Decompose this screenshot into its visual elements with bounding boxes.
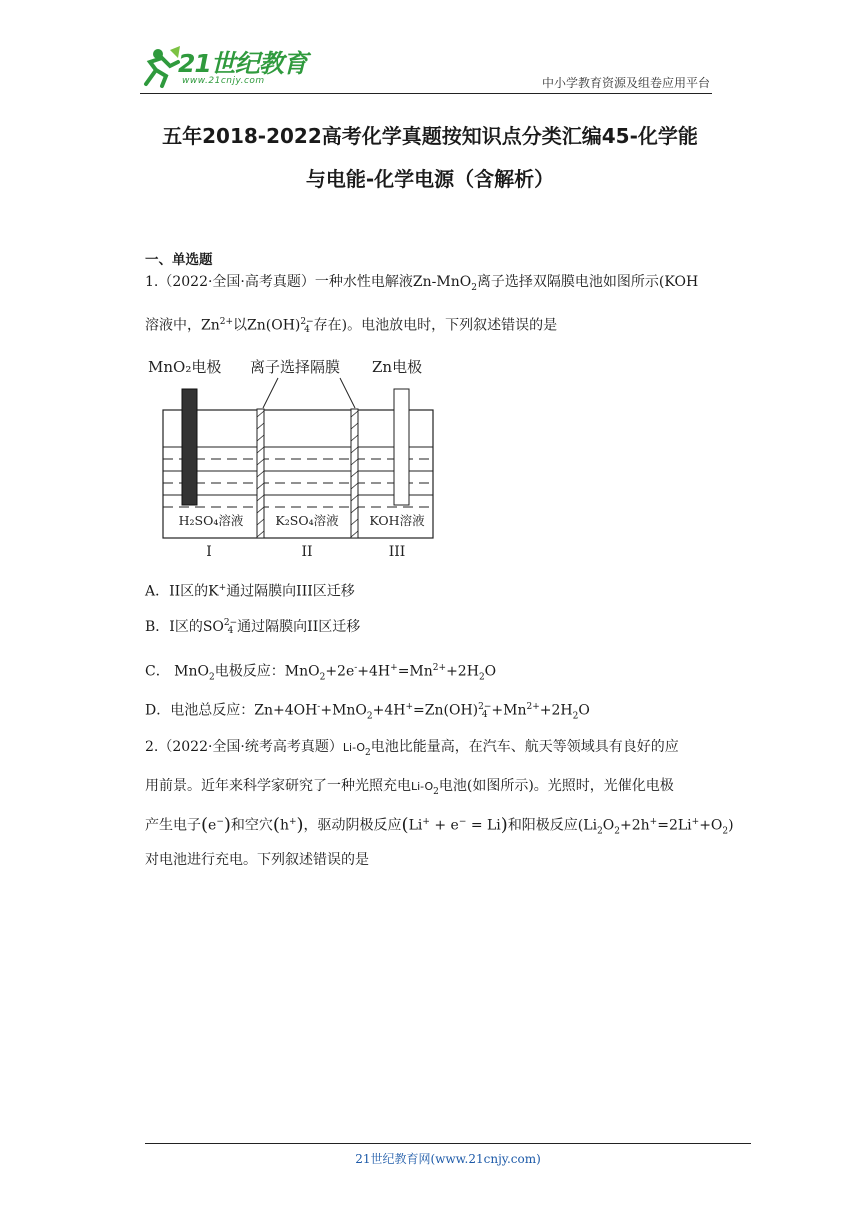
q1-option-d[interactable]: D．电池总反应：Zn+4OH-+MnO$_2$+4H+=Zn(OH)2− $4 +Mn^{2+}+2H_2O$ bbox=[145, 701, 590, 722]
q2-stem-line1: 2.（2022·全国·统考高考真题）$Li-O_2$电池比能量高，在汽车、航天等领域具有良好的应 bbox=[145, 739, 679, 758]
page-title-line1: 五年2018-2022高考化学真题按知识点分类汇编45-化学能 bbox=[162, 124, 698, 148]
zone-ii: II bbox=[301, 544, 313, 560]
zone-iii: III bbox=[388, 544, 406, 560]
q1-stem-line2: 溶液中，$Zn^{2+}$以Zn(OH)2− 4 存在)。电池放电时，下列叙述错误的是 bbox=[145, 316, 558, 335]
zone-i: I bbox=[206, 544, 212, 560]
label-membrane: 离子选择隔膜 bbox=[250, 358, 341, 376]
footer-divider bbox=[145, 1143, 751, 1144]
solution-koh: KOH溶液 bbox=[369, 513, 425, 528]
platform-name: 中小学教育资源及组卷应用平台 bbox=[541, 76, 710, 90]
solution-k2so4: K₂SO₄溶液 bbox=[275, 513, 339, 528]
q2-stem-line4: 对电池进行充电。下列叙述错误的是 bbox=[145, 852, 369, 868]
q2-stem-line2: 用前景。近年来科学家研究了一种光照充电$Li-O_2$电池(如图所示)。光照时，光催化电极 bbox=[145, 778, 674, 797]
label-mno2-electrode: MnO₂电极 bbox=[148, 358, 222, 376]
solution-h2so4: H₂SO₄溶液 bbox=[178, 513, 244, 528]
q1-option-c[interactable]: C． MnO$_2$电极反应：$MnO_2+2e^-+4H^+=Mn^{2+}+2H_2O$ bbox=[145, 663, 497, 683]
page-title-line2: 与电能-化学电源（含解析） bbox=[305, 167, 555, 191]
q1-option-a[interactable]: A．II区的K+通过隔膜向III区迁移 bbox=[145, 583, 355, 600]
q2-stem-line3: 产生电子(e−)和空穴(h+)，驱动阴极反应(Li+ + e− = Li)和阳极反应$(Li_2O_2+2h^+=2Li^++O_2)$ bbox=[145, 814, 734, 837]
mno2-electrode bbox=[182, 389, 197, 505]
footer-link[interactable]: 21世纪教育网(www.21cnjy.com) bbox=[355, 1152, 541, 1166]
battery-diagram bbox=[145, 352, 440, 562]
q1-stem-line1: 1.（2022·全国·高考真题）一种水性电解液Zn-MnO$_2$离子选择双隔膜电池如图所示(KOH bbox=[145, 274, 699, 293]
logo-url: www.21cnjy.com bbox=[182, 76, 265, 86]
zn-electrode bbox=[394, 389, 409, 505]
header-divider bbox=[140, 93, 712, 94]
label-zn-electrode: Zn电极 bbox=[372, 358, 423, 376]
section-heading: 一、单选题 bbox=[145, 252, 213, 268]
logo-text: 21世纪教育 bbox=[178, 49, 307, 78]
q1-option-b[interactable]: B．I区的SO2− 4 通过隔膜向II区迁移 bbox=[145, 618, 361, 636]
